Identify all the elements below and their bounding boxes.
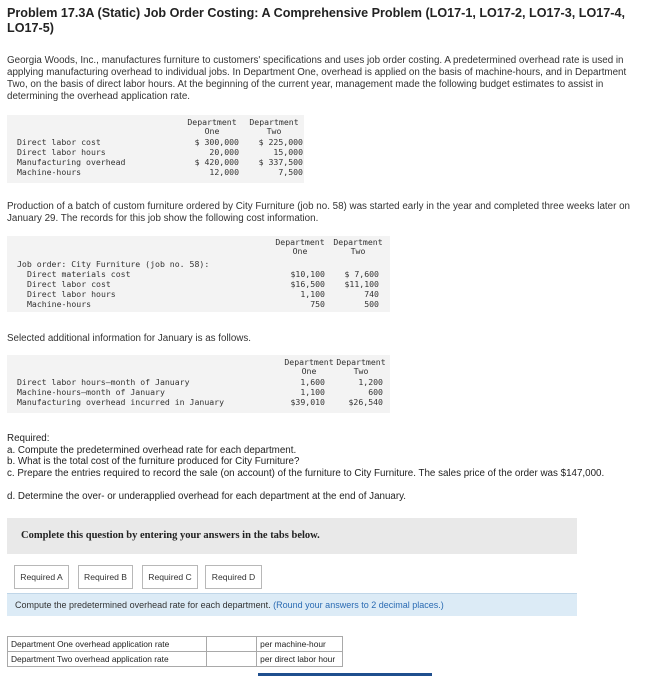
tab-required-a[interactable]: Required A xyxy=(14,565,69,589)
job-header-dept-one: Department One xyxy=(275,237,325,256)
tab-required-b[interactable]: Required B xyxy=(78,565,133,589)
dept-one-rate-input[interactable] xyxy=(210,638,253,651)
answer-cell xyxy=(207,637,257,652)
job-row-value: $16,500 xyxy=(290,279,325,289)
answer-row-dept-one xyxy=(8,637,343,652)
budget-row-value: 15,000 xyxy=(273,147,303,157)
answer-unit: per machine-hour xyxy=(257,637,343,652)
instruction-bar xyxy=(7,593,577,616)
answer-table xyxy=(7,636,343,667)
budget-header-dept-two: Department Two xyxy=(249,117,299,136)
budget-row-value: $ 420,000 xyxy=(194,157,239,167)
jan-header-dept-one: Department One xyxy=(284,357,334,376)
required-item-c: c. Prepare the entries required to record the sale (on account) of the furniture to City Furniture. The sales price of the order was $147,000. xyxy=(7,467,605,479)
required-item-d: d. Determine the over- or underapplied overhead for each department at the end of January. xyxy=(7,491,407,502)
jan-row-value: $26,540 xyxy=(348,397,383,407)
answer-cell xyxy=(207,652,257,667)
job-row-value: 1,100 xyxy=(300,289,325,299)
jan-row-value: 1,600 xyxy=(300,377,325,387)
jan-row-label: Machine-hours—month of January xyxy=(17,387,165,397)
job-row-value: $ 7,600 xyxy=(344,269,379,279)
tab-required-c[interactable]: Required C xyxy=(142,565,198,589)
job-table xyxy=(7,236,390,312)
complete-prompt: Complete this question by entering your answers in the tabs below. xyxy=(21,530,320,541)
budget-row-value: 20,000 xyxy=(209,147,239,157)
answer-label: Department Two overhead application rate xyxy=(8,652,207,667)
tab-required-d[interactable]: Required D xyxy=(205,565,262,589)
job-row-value: 740 xyxy=(364,289,379,299)
problem-title: Problem 17.3A (Static) Job Order Costing: A Comprehensive Problem (LO17-1, LO17-2, LO17-3, LO17-4, LO17-5) xyxy=(7,6,625,35)
jan-row-value: 600 xyxy=(368,387,383,397)
budget-header-dept-one: Department One xyxy=(187,117,237,136)
answer-unit: per direct labor hour xyxy=(257,652,343,667)
job-row-value: $10,100 xyxy=(290,269,325,279)
job-row-label: Direct materials cost xyxy=(27,269,131,279)
dept-two-rate-input[interactable] xyxy=(210,653,253,666)
instruction-note: (Round your answers to 2 decimal places.) xyxy=(273,600,444,610)
complete-prompt-box xyxy=(7,518,577,554)
required-item-b: b. What is the total cost of the furniture produced for City Furniture? xyxy=(7,456,300,467)
jan-row-label: Manufacturing overhead incurred in January xyxy=(17,397,225,407)
budget-row-label: Direct labor cost xyxy=(17,137,101,147)
jan-row-value: 1,100 xyxy=(300,387,325,397)
required-item-a: a. Compute the predetermined overhead rate for each department. xyxy=(7,444,297,456)
job-row-label: Direct labor hours xyxy=(27,289,116,299)
job-row-label: Machine-hours xyxy=(27,299,92,309)
additional-text: Selected additional information for January is as follows. xyxy=(7,333,251,344)
job-row-value: 750 xyxy=(310,299,325,309)
budget-table xyxy=(7,115,304,183)
budget-row-value: 7,500 xyxy=(278,167,303,177)
budget-row-value: $ 300,000 xyxy=(194,137,239,147)
budget-row-value: 12,000 xyxy=(209,167,239,177)
budget-row-label: Machine-hours xyxy=(17,167,82,177)
instruction-text xyxy=(15,600,444,610)
jan-row-value: 1,200 xyxy=(358,377,383,387)
budget-row-value: $ 225,000 xyxy=(258,137,303,147)
job-row-value: $11,100 xyxy=(344,279,379,289)
required-title: Required: xyxy=(7,433,50,444)
jan-row-value: $39,010 xyxy=(290,397,325,407)
budget-row-label: Direct labor hours xyxy=(17,147,106,157)
january-table xyxy=(7,355,390,413)
job-order-label: Job order: City Furniture (job no. 58): xyxy=(17,259,210,269)
instruction-main: Compute the predetermined overhead rate for each department. xyxy=(15,600,274,610)
job-header-dept-two: Department Two xyxy=(333,237,383,256)
jan-row-label: Direct labor hours—month of January xyxy=(17,377,190,387)
budget-row-value: $ 337,500 xyxy=(258,157,303,167)
jan-header-dept-two: Department Two xyxy=(336,357,386,376)
production-text: Production of a batch of custom furniture ordered by City Furniture (job no. 58) was started early in the year and completed three weeks later on January 29. The records for this job show the following cost information. xyxy=(7,201,630,224)
job-row-label: Direct labor cost xyxy=(27,279,111,289)
answer-row-dept-two xyxy=(8,652,343,667)
budget-row-label: Manufacturing overhead xyxy=(17,157,126,167)
job-row-value: 500 xyxy=(364,299,379,309)
problem-intro: Georgia Woods, Inc., manufactures furniture to customers' specifications and uses job order costing. A predetermined overhead rate is used in applying manufacturing overhead to individual jobs. In Department One, overhead is applied on the basis of machine-hours, and in Department Two, on the basis of direct labor hours. At the beginning of the current year, management made the following budget estimates to assist in determining the overhead application rate. xyxy=(7,55,627,102)
answer-label: Department One overhead application rate xyxy=(8,637,207,652)
